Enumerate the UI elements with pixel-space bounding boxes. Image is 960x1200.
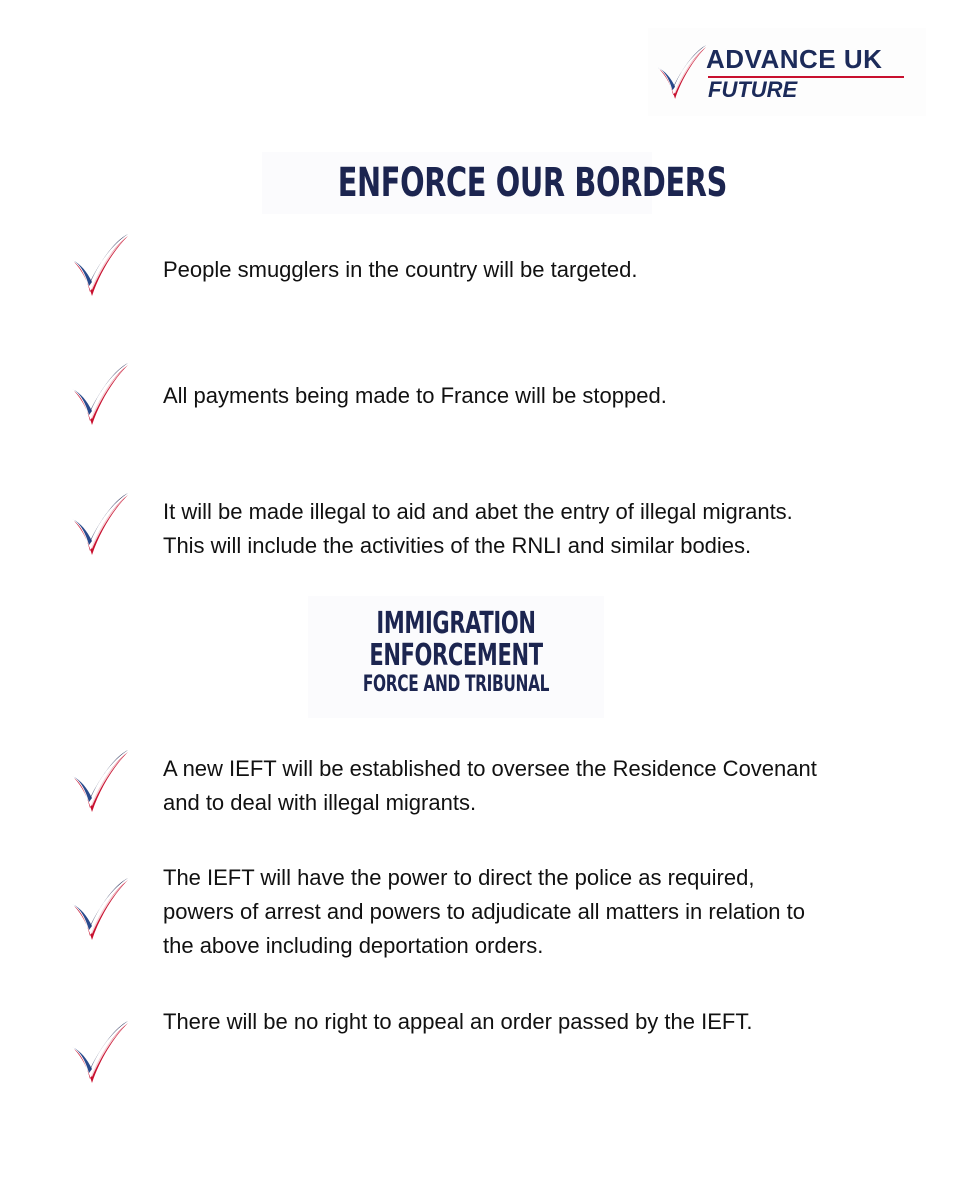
list-item-line: The IEFT will have the power to direct the police as required, xyxy=(163,865,755,890)
list-item-line: and to deal with illegal migrants. xyxy=(163,790,477,815)
logo-line-1: ADVANCE UK xyxy=(706,44,883,74)
list-item-line: powers of arrest and powers to adjudicate all matters in relation to xyxy=(163,899,805,924)
section-heading-line-1: IMMIGRATION xyxy=(376,606,536,641)
list-item-text xyxy=(163,253,923,287)
check-mark-icon xyxy=(70,232,130,298)
list-item-text xyxy=(163,495,923,563)
section-heading xyxy=(308,596,604,718)
list-item-text xyxy=(163,752,923,820)
check-mark-icon xyxy=(70,491,130,557)
section-heading-line-2: ENFORCEMENT xyxy=(369,638,543,673)
list-item-text xyxy=(163,861,923,963)
check-mark-icon xyxy=(70,1019,130,1085)
check-mark-icon xyxy=(70,748,130,814)
list-item-line: the above including deportation orders. xyxy=(163,933,544,958)
check-mark-icon xyxy=(70,876,130,942)
logo-check-mark-icon xyxy=(656,42,708,102)
list-item-line: There will be no right to appeal an order passed by the IEFT. xyxy=(163,1009,753,1034)
logo-line-2: FUTURE xyxy=(708,77,798,102)
list-item-text xyxy=(163,1005,923,1039)
list-item-line: A new IEFT will be established to oversee the Residence Covenant xyxy=(163,756,817,781)
advance-uk-future-logo xyxy=(648,28,926,116)
list-item-text xyxy=(163,379,923,413)
section-heading-line-3: FORCE AND TRIBUNAL xyxy=(362,672,550,697)
list-item-line: People smugglers in the country will be targeted. xyxy=(163,257,638,282)
list-item-line: All payments being made to France will be stopped. xyxy=(163,383,667,408)
list-item-line: It will be made illegal to aid and abet the entry of illegal migrants. xyxy=(163,499,793,524)
page-title xyxy=(262,152,727,214)
page-title-text: ENFORCE OUR BORDERS xyxy=(337,160,727,206)
check-mark-icon xyxy=(70,361,130,427)
list-item-line: This will include the activities of the RNLI and similar bodies. xyxy=(163,533,752,558)
